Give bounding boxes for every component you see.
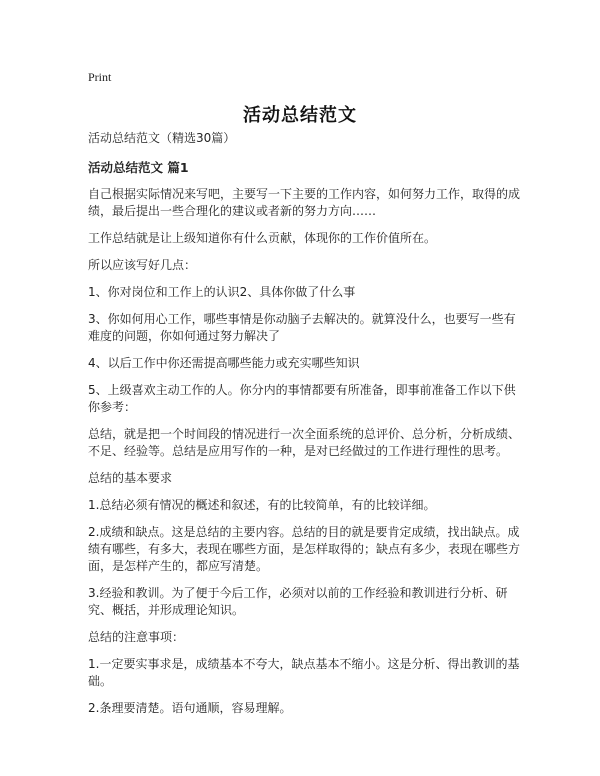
paragraph: 2.成绩和缺点。这是总结的主要内容。总结的目的就是要肯定成绩，找出缺点。成绩有哪些，有多大，表现在哪些方面，是怎样取得的；缺点有多少，表现在哪些方面，是怎样产生的，都应写清楚。 xyxy=(88,525,521,573)
print-link[interactable]: Print xyxy=(88,70,112,84)
paragraph: 5、上级喜欢主动工作的人。你分内的事情都要有所准备，即事前准备工作以下供你参考： xyxy=(88,383,516,414)
paragraph: 工作总结就是让上级知道你有什么贡献，体现你的工作价值所在。 xyxy=(88,231,437,245)
paragraph: 总结的注意事项： xyxy=(88,630,185,644)
paragraph: 1、你对岗位和工作上的认识2、具体你做了什么事 xyxy=(88,285,356,299)
section-heading: 活动总结范文 篇1 xyxy=(88,160,189,175)
paragraph: 1.一定要实事求是，成绩基本不夸大，缺点基本不缩小。这是分析、得出教训的基础。 xyxy=(88,657,520,688)
paragraph: 总结，就是把一个时间段的情况进行一次全面系统的总评价、总分析，分析成绩、不足、经验等。总结是应用写作的一种，是对已经做过的工作进行理性的思考。 xyxy=(88,427,521,458)
paragraph: 所以应该写好几点： xyxy=(88,258,197,272)
paragraph: 总结的基本要求 xyxy=(88,471,173,485)
paragraph: 3.经验和教训。为了便于今后工作，必须对以前的工作经验和教训进行分析、研究、概括，并形成理论知识。 xyxy=(88,586,508,617)
page-title: 活动总结范文 xyxy=(243,105,357,126)
document-subtitle: 活动总结范文（精选30篇） xyxy=(88,131,236,145)
paragraph: 2.条理要清楚。语句通顺，容易理解。 xyxy=(88,701,292,715)
document-body xyxy=(88,130,520,727)
paragraph: 1.总结必须有情况的概述和叙述，有的比较简单，有的比较详细。 xyxy=(88,498,436,512)
paragraph: 3、你如何用心工作，哪些事情是你动脑子去解决的。就算没什么，也要写一些有难度的问题，你如何通过努力解决了 xyxy=(88,312,516,343)
paragraph: 自己根据实际情况来写吧，主要写一下主要的工作内容，如何努力工作，取得的成绩，最后提出一些合理化的建议或者新的努力方向…… xyxy=(88,187,521,218)
paragraph: 4、以后工作中你还需提高哪些能力或充实哪些知识 xyxy=(88,356,360,370)
